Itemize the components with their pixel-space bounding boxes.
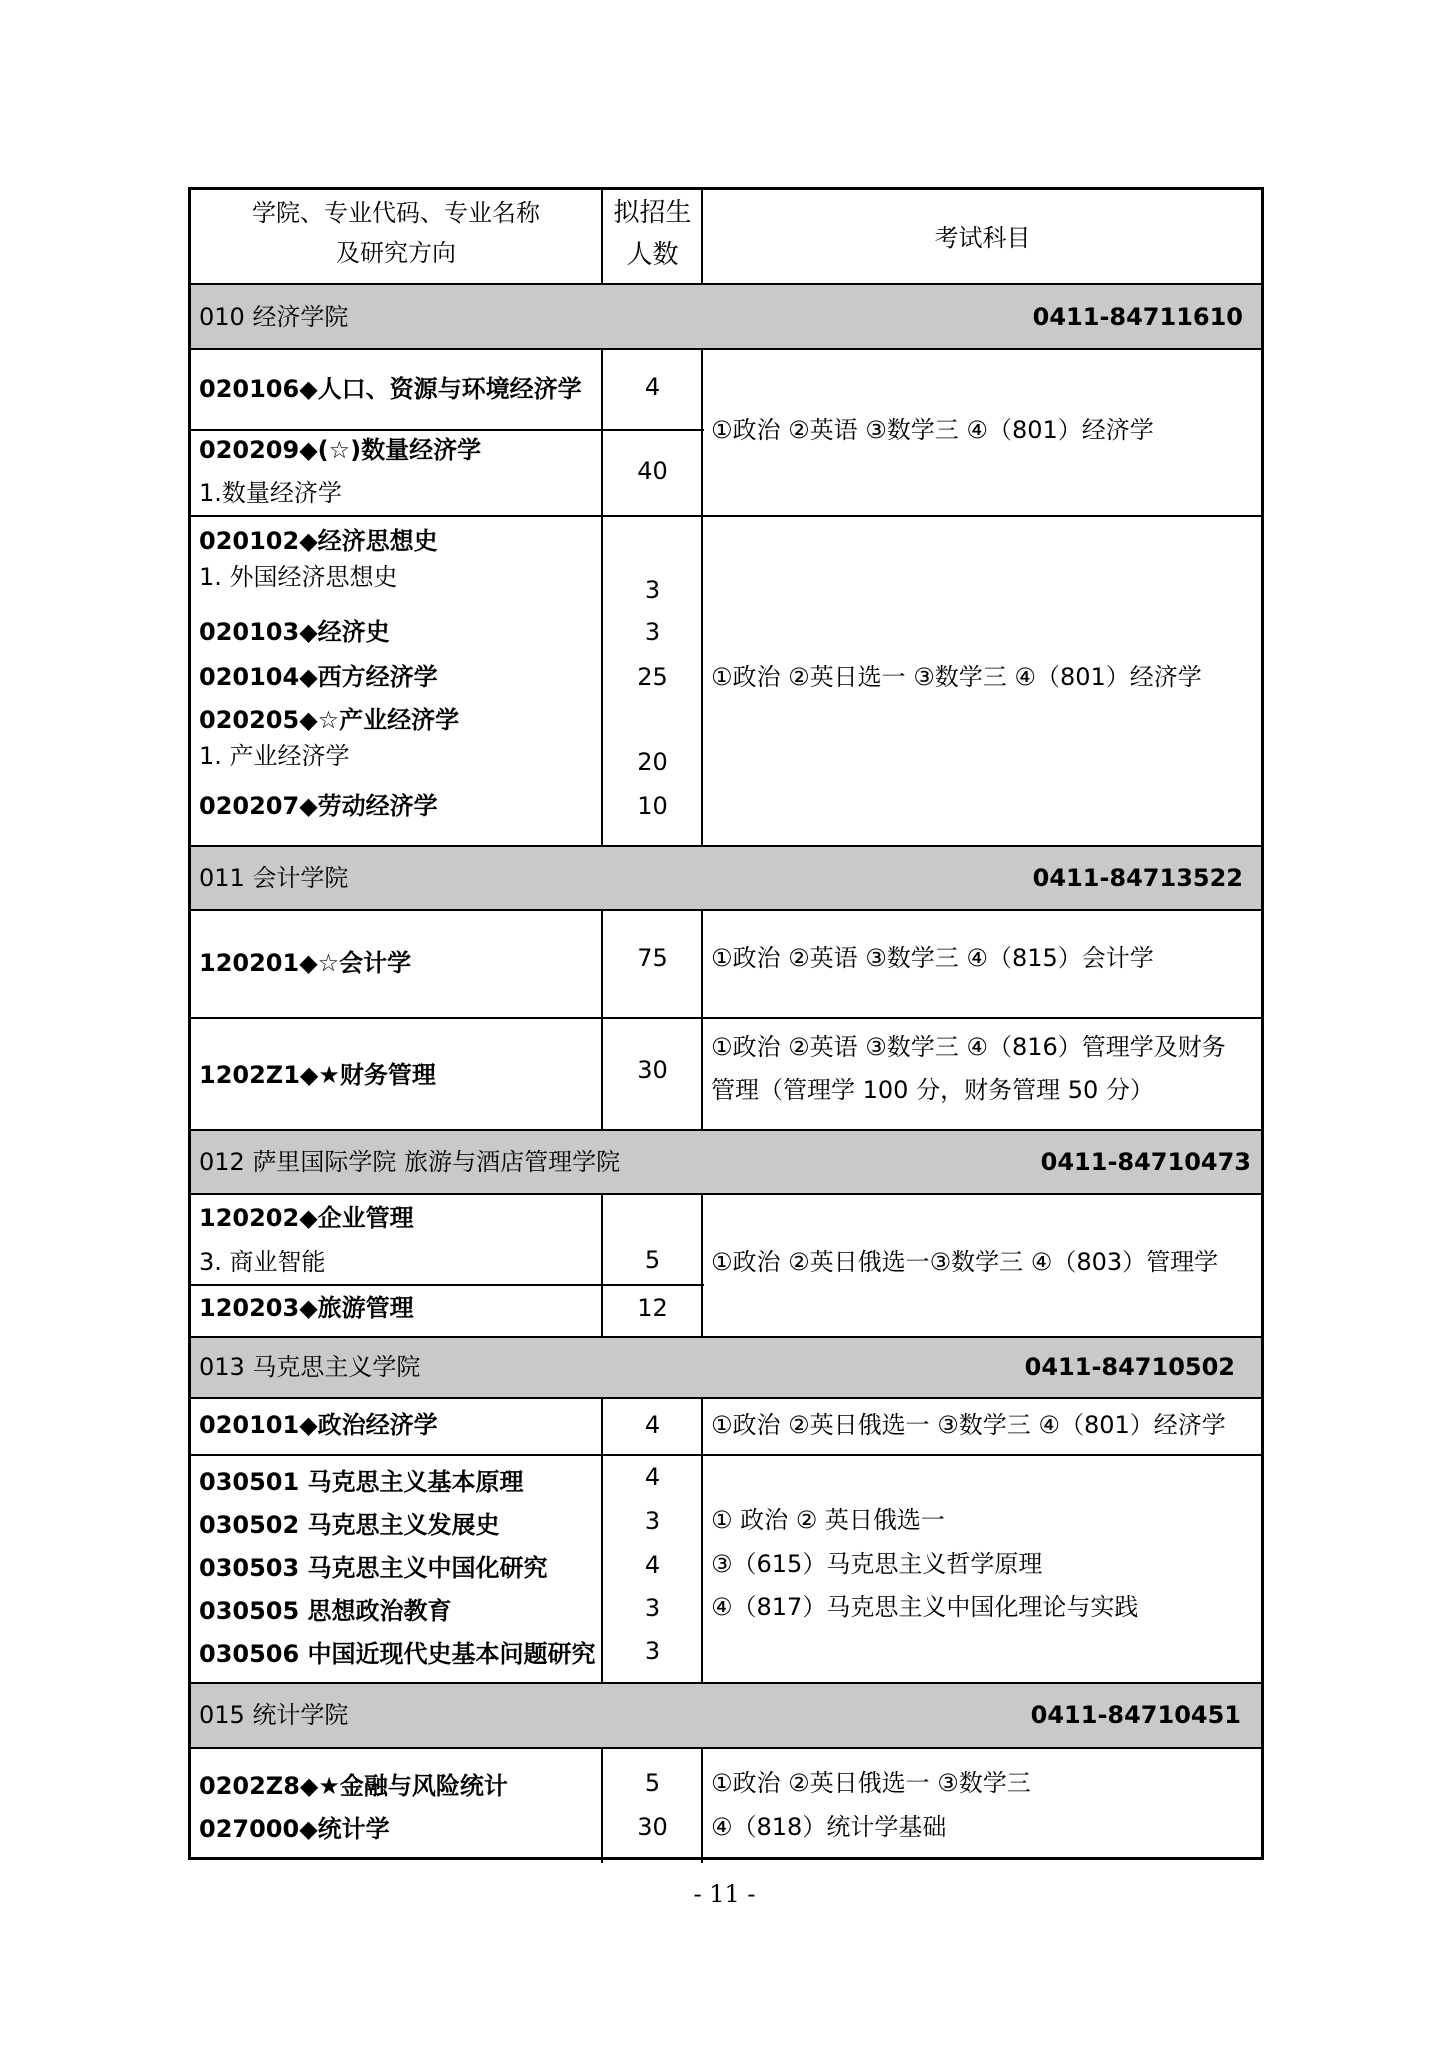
header-col3: 考试科目 xyxy=(934,224,1031,252)
rule xyxy=(191,1017,1261,1019)
major-label: 030501 马克思主义基本原理 xyxy=(199,1468,524,1496)
rule xyxy=(191,1284,704,1286)
col-divider xyxy=(701,1193,703,1336)
exam-subjects: ①政治 ②英日选一 ③数学三 ④（801）经济学 xyxy=(711,663,1202,691)
rule xyxy=(191,1682,1261,1684)
exam-subjects-line1: ① 政治 ② 英日俄选一 xyxy=(711,1506,945,1534)
exam-subjects-line2: ③（615）马克思主义哲学原理 xyxy=(711,1550,1043,1578)
rule xyxy=(191,1336,1261,1338)
exam-subjects-line1: ①政治 ②英语 ③数学三 ④（816）管理学及财务 xyxy=(711,1033,1226,1061)
col-divider xyxy=(601,1397,603,1682)
col-divider xyxy=(601,909,603,1129)
rule xyxy=(191,283,1261,285)
major-label: 120201◆☆会计学 xyxy=(199,949,412,977)
header-col2-line2: 人数 xyxy=(626,240,679,270)
enrollment-count: 12 xyxy=(637,1294,668,1322)
col-divider xyxy=(701,190,703,283)
enrollment-count: 4 xyxy=(644,373,661,401)
enrollment-count: 4 xyxy=(644,1463,661,1491)
college-013-phone: 0411-84710502 xyxy=(1024,1353,1235,1381)
college-015-name: 015 统计学院 xyxy=(199,1701,349,1729)
college-015-phone: 0411-84710451 xyxy=(1030,1701,1241,1729)
rule xyxy=(191,845,1261,847)
header-col2-line1: 拟招生 xyxy=(613,198,692,228)
major-label: 020103◆经济史 xyxy=(199,618,390,646)
major-label: 0202Z8◆★金融与风险统计 xyxy=(199,1772,508,1800)
major-label: 020102◆经济思想史 xyxy=(199,527,438,555)
exam-subjects: ①政治 ②英语 ③数学三 ④（801）经济学 xyxy=(711,416,1154,444)
col-divider xyxy=(701,1397,703,1682)
direction-label: 1.数量经济学 xyxy=(199,479,342,507)
enrollment-count: 3 xyxy=(644,1594,661,1622)
major-label: 030502 马克思主义发展史 xyxy=(199,1511,500,1539)
col-divider xyxy=(601,348,603,845)
enrollment-count: 75 xyxy=(637,944,668,972)
enrollment-count: 25 xyxy=(637,663,668,691)
major-label: 020106◆人口、资源与环境经济学 xyxy=(199,375,582,403)
major-label: 1202Z1◆★财务管理 xyxy=(199,1061,436,1089)
major-label: 030503 马克思主义中国化研究 xyxy=(199,1554,548,1582)
col-divider xyxy=(701,348,703,845)
rule xyxy=(191,348,1261,350)
header-col1-line2: 及研究方向 xyxy=(336,239,456,267)
exam-subjects: ①政治 ②英语 ③数学三 ④（815）会计学 xyxy=(711,944,1154,972)
major-label: 020101◆政治经济学 xyxy=(199,1411,438,1439)
major-label: 030506 中国近现代史基本问题研究 xyxy=(199,1640,596,1668)
major-label: 020207◆劳动经济学 xyxy=(199,792,438,820)
rule xyxy=(191,1397,1261,1399)
enrollment-count: 5 xyxy=(644,1769,661,1797)
rule xyxy=(191,1747,1261,1749)
page-number: - 11 - xyxy=(693,1880,756,1908)
rule xyxy=(191,429,704,431)
major-label: 030505 思想政治教育 xyxy=(199,1597,452,1625)
major-label: 020205◆☆产业经济学 xyxy=(199,706,460,734)
enrollment-count: 3 xyxy=(644,576,661,604)
col-divider xyxy=(601,1193,603,1336)
rule xyxy=(191,1129,1261,1131)
col-divider xyxy=(601,1747,603,1863)
header-col1-line1: 学院、专业代码、专业名称 xyxy=(252,199,540,227)
enrollment-count: 30 xyxy=(637,1813,668,1841)
college-010-name: 010 经济学院 xyxy=(199,303,349,331)
enrollment-count: 5 xyxy=(644,1246,661,1274)
enrollment-count: 3 xyxy=(644,618,661,646)
admissions-table xyxy=(188,187,1264,1860)
major-label: 020104◆西方经济学 xyxy=(199,663,438,691)
exam-subjects-line1: ①政治 ②英日俄选一 ③数学三 xyxy=(711,1769,1031,1797)
college-011-name: 011 会计学院 xyxy=(199,864,349,892)
col-divider xyxy=(701,909,703,1129)
direction-label: 3. 商业智能 xyxy=(199,1248,326,1276)
enrollment-count: 40 xyxy=(637,457,668,485)
exam-subjects: ①政治 ②英日俄选一③数学三 ④（803）管理学 xyxy=(711,1248,1219,1276)
college-012-name: 012 萨里国际学院 旅游与酒店管理学院 xyxy=(199,1148,621,1176)
direction-label: 1. 产业经济学 xyxy=(199,742,350,770)
enrollment-count: 3 xyxy=(644,1507,661,1535)
college-010-phone: 0411-84711610 xyxy=(1032,303,1243,331)
enrollment-count: 3 xyxy=(644,1637,661,1665)
exam-subjects-line2: 管理（管理学 100 分，财务管理 50 分） xyxy=(711,1076,1154,1104)
enrollment-count: 20 xyxy=(637,748,668,776)
exam-subjects-line3: ④（817）马克思主义中国化理论与实践 xyxy=(711,1593,1139,1621)
college-012-phone: 0411-84710473 xyxy=(1040,1148,1251,1176)
rule xyxy=(191,515,1261,517)
major-label: 020209◆(☆)数量经济学 xyxy=(199,436,482,464)
enrollment-count: 10 xyxy=(637,792,668,820)
col-divider xyxy=(701,1747,703,1863)
enrollment-count: 4 xyxy=(644,1551,661,1579)
exam-subjects-line2: ④（818）统计学基础 xyxy=(711,1813,947,1841)
exam-subjects: ①政治 ②英日俄选一 ③数学三 ④（801）经济学 xyxy=(711,1411,1226,1439)
major-label: 120202◆企业管理 xyxy=(199,1204,414,1232)
rule xyxy=(191,1193,1261,1195)
major-label: 120203◆旅游管理 xyxy=(199,1294,414,1322)
college-011-phone: 0411-84713522 xyxy=(1032,864,1243,892)
rule xyxy=(191,1454,1261,1456)
direction-label: 1. 外国经济思想史 xyxy=(199,563,398,591)
enrollment-count: 30 xyxy=(637,1056,668,1084)
major-label: 027000◆统计学 xyxy=(199,1815,390,1843)
college-013-name: 013 马克思主义学院 xyxy=(199,1353,421,1381)
rule xyxy=(191,909,1261,911)
col-divider xyxy=(601,190,603,283)
enrollment-count: 4 xyxy=(644,1411,661,1439)
